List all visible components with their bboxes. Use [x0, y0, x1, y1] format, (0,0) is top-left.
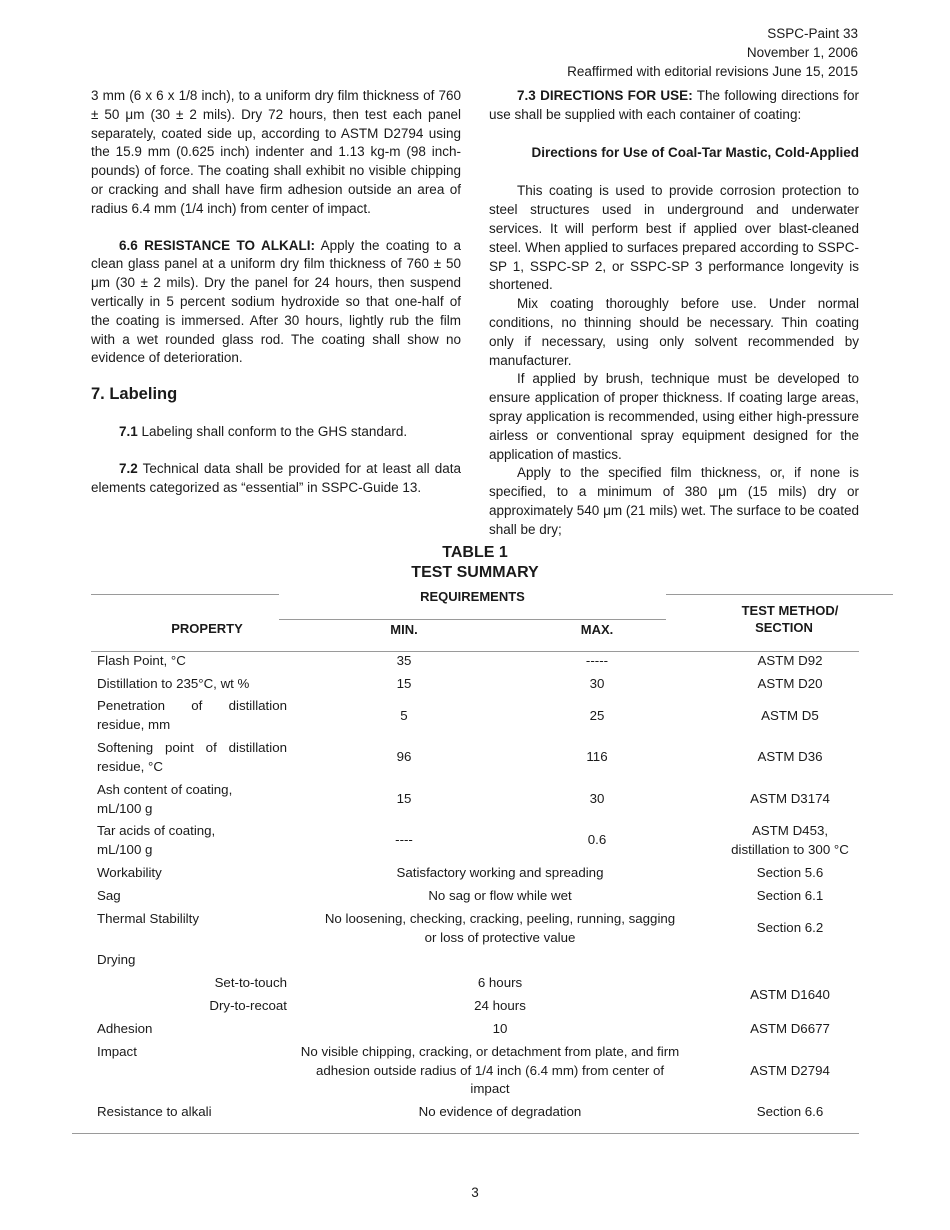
header-max: MAX. — [580, 622, 614, 637]
row-distillation-max: 30 — [589, 676, 605, 691]
section-6-6 — [91, 237, 461, 369]
section-7-3-heading: 7.3 DIRECTIONS FOR USE: — [517, 88, 693, 103]
directions-paragraph-2: Mix coating thoroughly before use. Under normal conditions, no thinning should be necessary. Thin coating only if necessary, using only solvent recommended by manufacturer. — [489, 296, 859, 368]
row-penetration-property: Penetration of distillation residue, mm — [97, 698, 287, 732]
row-thermal-property: Thermal Stabililty — [97, 911, 199, 926]
row-adhesion-test: ASTM D6677 — [750, 1021, 830, 1036]
row-softening-min: 96 — [396, 749, 412, 764]
row-alkali-property: Resistance to alkali — [97, 1104, 212, 1119]
row-alkali-test: Section 6.6 — [756, 1104, 824, 1119]
row-penetration-max: 25 — [589, 708, 605, 723]
header-test-method-line2: SECTION — [755, 620, 813, 635]
header-requirements — [279, 588, 666, 605]
row-workability-requirement: Satisfactory working and spreading — [396, 865, 604, 880]
row-set-to-touch-requirement: 6 hours — [477, 975, 523, 990]
row-impact-requirement: No visible chipping, cracking, or detachment from plate, and firm adhesion outside radius of 1/4 inch (6.4 mm) from center of impact — [300, 1044, 680, 1096]
row-adhesion-requirement: 10 — [492, 1021, 508, 1036]
requirements-rule — [279, 619, 666, 620]
row-ash-max: 30 — [589, 791, 605, 806]
section-7-2 — [91, 460, 461, 498]
section-7-3-text: The following directions for use shall be supplied with each container of coating: — [489, 88, 859, 122]
section-7-title: 7. Labeling — [91, 385, 178, 404]
header-test-method-line1: TEST METHOD/ — [741, 603, 839, 618]
section-6-6-text: Apply the coating to a clean glass panel at a uniform dry film thickness of 760 ± 50 μm (30 ± 2 mils). Dry the panel for 24 hours, then suspend vertically in 5 percent sodium hydroxide so that one-half of the coating is immersed. After 30 hours, lightly rub the film with a wet rounded glass rod. The coating shall show no evidence of deterioration. — [91, 237, 461, 366]
row-penetration-min: 5 — [400, 708, 408, 723]
header-min: MIN. — [390, 622, 418, 637]
section-7-2-text: Technical data shall be provided for at least all data elements categorized as “essential” in SSPC-Guide 13. — [91, 460, 461, 495]
row-sag-property: Sag — [97, 888, 121, 903]
row-tar-acids-test: ASTM D453, distillation to 300 °C — [731, 823, 849, 857]
row-flash-point-property: Flash Point, °C — [97, 653, 186, 668]
header-requirements-label: REQUIREMENTS — [420, 589, 525, 604]
directions-title: Directions for Use of Coal-Tar Mastic, Cold-Applied — [531, 144, 859, 160]
directions-paragraph-1: This coating is used to provide corrosion protection to steel structures used in underground and underwater services. It will perform best if applied over blast-cleaned steel. When applied to surfaces prepared according to SSPC-SP 1, SSPC-SP 2, or SSPC-SP 3 performance longevity is shortened. — [489, 183, 859, 293]
row-dry-to-recoat-property: Dry-to-recoat — [209, 998, 287, 1013]
row-sag-test: Section 6.1 — [756, 888, 824, 903]
row-ash-property: Ash content of coating, mL/100 g — [97, 782, 233, 816]
row-thermal-test: Section 6.2 — [756, 920, 824, 935]
row-impact-test: ASTM D2794 — [750, 1063, 830, 1078]
section-7-2-number: 7.2 — [119, 460, 138, 476]
row-ash-test: ASTM D3174 — [750, 791, 830, 806]
section-7-1-text: Labeling shall conform to the GHS standard. — [137, 424, 408, 440]
table-title-name: TEST SUMMARY — [411, 564, 539, 581]
row-softening-test: ASTM D36 — [757, 749, 823, 764]
continued-paragraph: 3 mm (6 x 6 x 1/8 inch), to a uniform dry film thickness of 760 ± 50 μm (30 ± 2 mils). Dry 72 hours, then test each panel separately, coated side up, according to ASTM D2794 using the 15.9 mm (0.625 inch) indenter and 1.13 kg-m (98 inch-pounds) of force. The coating shall exhibit no visible chipping or cracking and shall have firm adhesion outside an area of radius 6.4 mm (1/4 inch) from center of impact. — [91, 88, 461, 216]
table-title-number: TABLE 1 — [442, 544, 508, 561]
page-number: 3 — [471, 1185, 479, 1200]
document-header — [567, 24, 858, 81]
row-set-to-touch-property: Set-to-touch — [214, 975, 287, 990]
row-flash-point-min: 35 — [396, 653, 412, 668]
row-softening-max: 116 — [586, 749, 608, 764]
row-tar-acids-min: ---- — [395, 832, 413, 847]
row-distillation-property: Distillation to 235°C, wt % — [97, 676, 250, 691]
right-column — [489, 87, 859, 540]
doc-revision: Reaffirmed with editorial revisions June 15, 2015 — [567, 64, 858, 79]
doc-id: SSPC-Paint 33 — [767, 26, 858, 41]
section-7-1-number: 7.1 — [119, 424, 138, 440]
row-workability-test: Section 5.6 — [756, 865, 824, 880]
header-property: PROPERTY — [171, 621, 243, 636]
section-7-3 — [489, 87, 859, 125]
row-thermal-requirement: No loosening, checking, cracking, peeling, running, sagging or loss of protective value — [324, 911, 676, 945]
row-drying-test: ASTM D1640 — [750, 987, 830, 1002]
section-7-1 — [91, 423, 461, 442]
row-adhesion-property: Adhesion — [97, 1021, 153, 1036]
row-dry-to-recoat-requirement: 24 hours — [474, 998, 526, 1013]
row-alkali-requirement: No evidence of degradation — [418, 1104, 582, 1119]
row-ash-min: 15 — [396, 791, 412, 806]
directions-paragraph-3: If applied by brush, technique must be developed to ensure application of proper thickness. If coating large areas, spray application is recommended, using either high-pressure airless or conventional spray equipment designed for the application of mastics. — [489, 371, 859, 462]
row-sag-requirement: No sag or flow while wet — [428, 888, 572, 903]
row-tar-acids-max: 0.6 — [587, 832, 607, 847]
header-test-method — [715, 602, 865, 636]
row-workability-property: Workability — [97, 865, 162, 880]
directions-paragraph-4: Apply to the specified film thickness, or, if none is specified, to a minimum of 380 μm (15 mils) dry or approximately 540 μm (21 mils) wet. The surface to be coated shall be dry; — [489, 465, 859, 537]
row-drying-property: Drying — [97, 952, 136, 967]
row-tar-acids-property: Tar acids of coating, mL/100 g — [97, 823, 216, 857]
left-column — [91, 87, 461, 498]
row-distillation-min: 15 — [396, 676, 412, 691]
doc-date: November 1, 2006 — [746, 45, 858, 60]
row-flash-point-test: ASTM D92 — [757, 653, 823, 668]
row-flash-point-max: ----- — [585, 653, 609, 668]
row-distillation-test: ASTM D20 — [757, 676, 823, 691]
row-penetration-test: ASTM D5 — [761, 708, 819, 723]
section-6-6-heading: 6.6 RESISTANCE TO ALKALI: — [119, 237, 315, 253]
table-bottom-rule — [72, 1133, 859, 1134]
row-impact-property: Impact — [97, 1044, 137, 1059]
row-softening-property: Softening point of distillation residue, °C — [97, 740, 287, 774]
